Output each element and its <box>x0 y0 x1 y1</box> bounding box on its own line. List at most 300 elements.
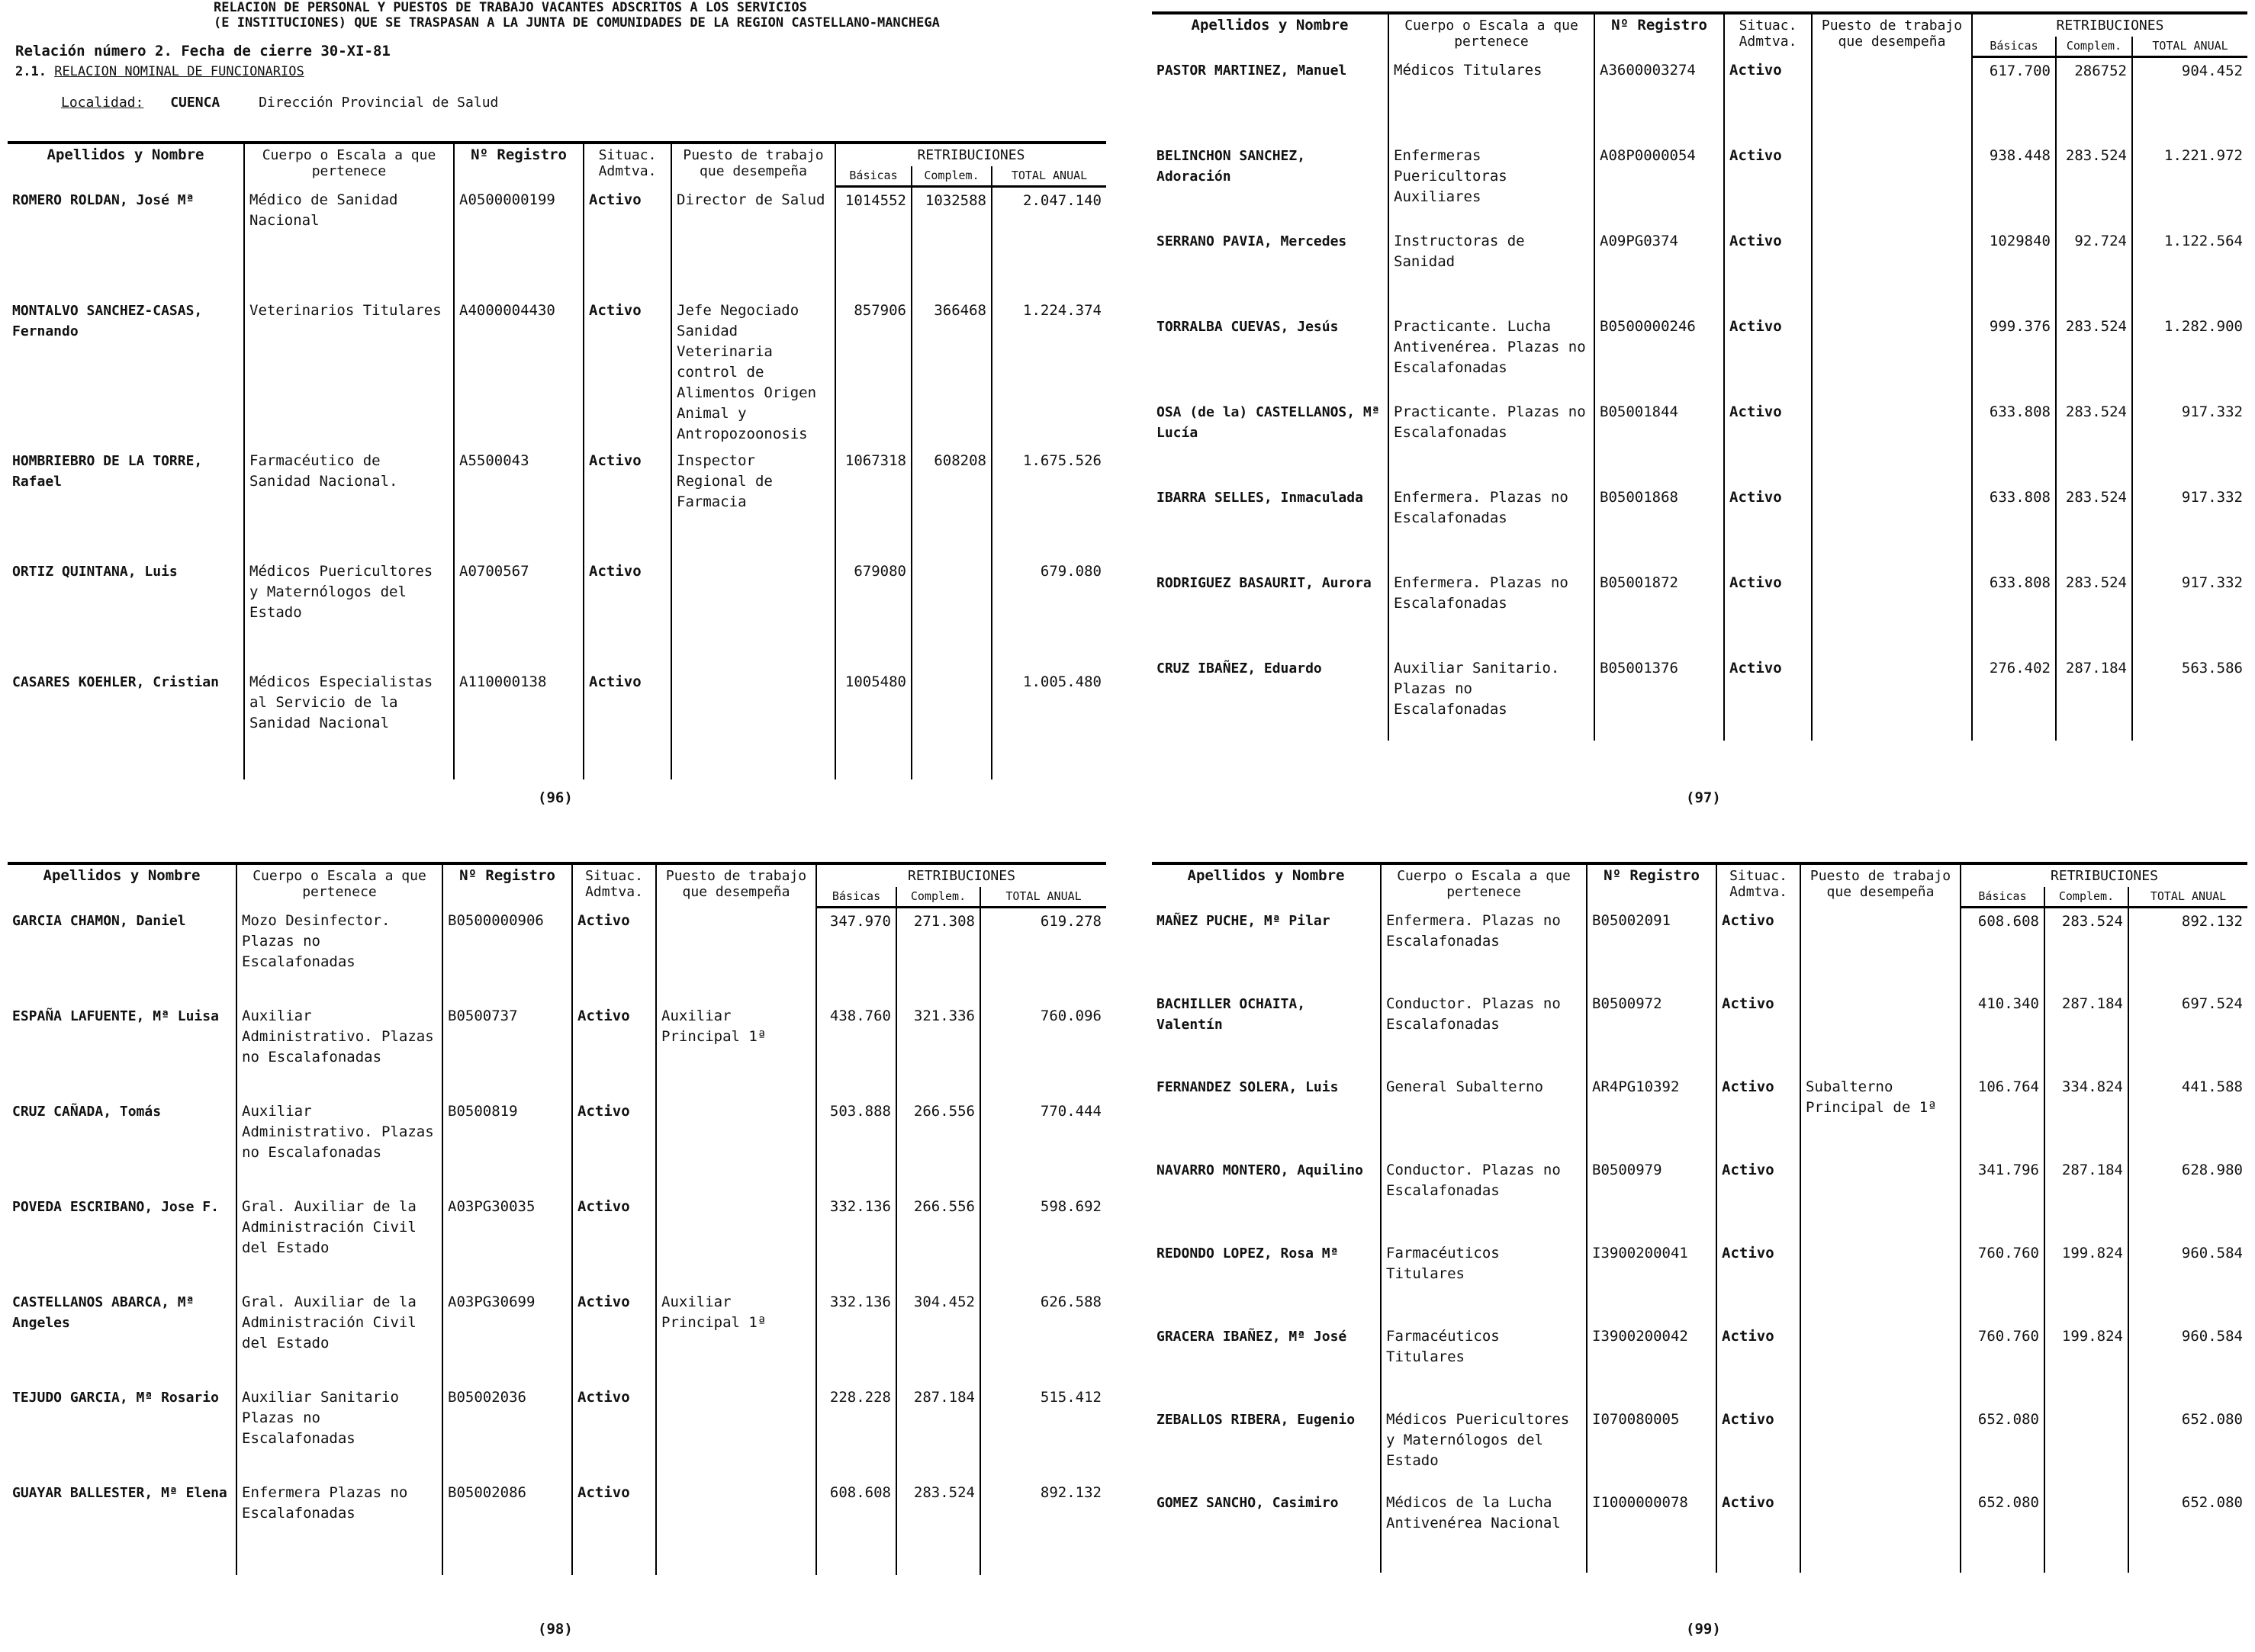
section-heading <box>15 64 1106 79</box>
puesto-trabajo <box>1812 399 1972 484</box>
puesto-trabajo: Director de Salud <box>671 187 835 297</box>
situacion-admtva: Activo <box>572 908 656 1003</box>
situacion-admtva: Activo <box>1716 1490 1800 1573</box>
page-98 <box>8 850 1106 1651</box>
localidad-label: Localidad: <box>61 95 144 111</box>
table-row <box>1152 570 2247 655</box>
retribucion-basicas: 938.448 <box>1972 143 2056 228</box>
retribucion-complem: 283.524 <box>2056 570 2132 655</box>
retribucion-complem: 283.524 <box>2044 908 2128 991</box>
cuerpo-escala: Instructoras de Sanidad <box>1388 228 1594 313</box>
registro-number: B0500972 <box>1587 991 1716 1074</box>
retribucion-basicas: 1005480 <box>835 669 912 779</box>
retribucion-basicas: 332.136 <box>816 1194 896 1289</box>
puesto-trabajo <box>671 669 835 779</box>
retribucion-total: 619.278 <box>980 908 1106 1003</box>
retribucion-complem: 287.184 <box>2044 991 2128 1074</box>
retribucion-basicas: 410.340 <box>1961 991 2044 1074</box>
registro-number: B05001844 <box>1594 399 1724 484</box>
puesto-trabajo: Subalterno Principal de 1ª <box>1800 1074 1961 1157</box>
page-number: (97) <box>1686 789 1721 806</box>
puesto-trabajo <box>1812 57 1972 143</box>
registro-number: B05002091 <box>1587 908 1716 991</box>
retribucion-total: 679.080 <box>992 558 1106 669</box>
table-row <box>1152 908 2247 991</box>
retribucion-total: 892.132 <box>2128 908 2247 991</box>
col-header-complem: Complem. <box>2044 887 2128 908</box>
section-title: RELACION NOMINAL DE FUNCIONARIOS <box>54 64 304 79</box>
col-header-retribuciones: RETRIBUCIONES <box>1961 863 2247 887</box>
table-row <box>1152 991 2247 1074</box>
cuerpo-escala: Enfermera Plazas no Escalafonadas <box>236 1480 442 1575</box>
employee-name: NAVARRO MONTERO, Aquilino <box>1156 1162 1363 1178</box>
localidad-value: CUENCA <box>170 95 220 111</box>
retribucion-total: 917.332 <box>2132 570 2247 655</box>
cuerpo-escala: Farmacéuticos Titulares <box>1381 1323 1587 1406</box>
col-header-basicas: Básicas <box>1961 887 2044 908</box>
table-row <box>1152 1323 2247 1406</box>
retribucion-total: 892.132 <box>980 1480 1106 1575</box>
situacion-admtva: Activo <box>584 448 671 558</box>
col-header-basicas: Básicas <box>816 887 896 908</box>
registro-number: B05001376 <box>1594 655 1724 741</box>
staff-table <box>1152 11 2247 741</box>
cuerpo-escala: Practicante. Plazas no Escalafonadas <box>1388 399 1594 484</box>
situacion-admtva: Activo <box>572 1480 656 1575</box>
retribucion-basicas: 652.080 <box>1961 1490 2044 1573</box>
retribucion-total: 760.096 <box>980 1003 1106 1098</box>
cuerpo-escala: Auxiliar Administrativo. Plazas no Escalafonadas <box>236 1098 442 1194</box>
retribucion-basicas: 228.228 <box>816 1384 896 1480</box>
registro-number: B0500979 <box>1587 1157 1716 1240</box>
col-header-name: Apellidos y Nombre <box>1152 863 1381 908</box>
table-row <box>8 1194 1106 1289</box>
retribucion-basicas: 106.764 <box>1961 1074 2044 1157</box>
col-header-complem: Complem. <box>896 887 980 908</box>
puesto-trabajo <box>1800 1240 1961 1323</box>
retribucion-complem: 283.524 <box>2056 313 2132 399</box>
puesto-trabajo <box>656 1098 816 1194</box>
cuerpo-escala: Médicos Titulares <box>1388 57 1594 143</box>
employee-name: BELINCHON SANCHEZ, Adoración <box>1156 147 1306 185</box>
retribucion-complem: 287.184 <box>2056 655 2132 741</box>
table-row <box>1152 1490 2247 1573</box>
retribucion-total: 1.005.480 <box>992 669 1106 779</box>
registro-number: B05002036 <box>442 1384 572 1480</box>
employee-name: REDONDO LOPEZ, Rosa Mª <box>1156 1245 1339 1261</box>
retribucion-basicas: 857906 <box>835 297 912 448</box>
direccion-provincial: Dirección Provincial de Salud <box>259 95 499 111</box>
retribucion-basicas: 633.808 <box>1972 570 2056 655</box>
situacion-admtva: Activo <box>572 1194 656 1289</box>
retribucion-basicas: 633.808 <box>1972 484 2056 570</box>
puesto-trabajo <box>1800 908 1961 991</box>
employee-name: PASTOR MARTINEZ, Manuel <box>1156 62 1347 79</box>
table-row <box>1152 143 2247 228</box>
retribucion-total: 697.524 <box>2128 991 2247 1074</box>
col-header-registro: Nº Registro <box>442 863 572 908</box>
retribucion-basicas: 1014552 <box>835 187 912 297</box>
table-row <box>8 1098 1106 1194</box>
employee-name: TEJUDO GARCIA, Mª Rosario <box>12 1389 219 1406</box>
col-header-cuerpo: Cuerpo o Escala a que pertenece <box>244 143 454 187</box>
situacion-admtva: Activo <box>572 1384 656 1480</box>
employee-name: BACHILLER OCHAITA, Valentín <box>1156 995 1306 1033</box>
retribucion-total: 628.980 <box>2128 1157 2247 1240</box>
cuerpo-escala: Farmacéuticos Titulares <box>1381 1240 1587 1323</box>
employee-name: ROMERO ROLDAN, José Mª <box>12 191 195 208</box>
retribucion-complem: 271.308 <box>896 908 980 1003</box>
employee-name: GRACERA IBAÑEZ, Mª José <box>1156 1328 1347 1345</box>
col-header-name: Apellidos y Nombre <box>1152 13 1388 57</box>
retribucion-basicas: 1029840 <box>1972 228 2056 313</box>
col-header-cuerpo: Cuerpo o Escala a que pertenece <box>1381 863 1587 908</box>
situacion-admtva: Activo <box>572 1098 656 1194</box>
situacion-admtva: Activo <box>1716 1323 1800 1406</box>
retribucion-total: 904.452 <box>2132 57 2247 143</box>
cuerpo-escala: Médicos Puericultores y Maternólogos del Estado <box>1381 1406 1587 1490</box>
col-header-cuerpo: Cuerpo o Escala a que pertenece <box>1388 13 1594 57</box>
retribucion-total: 652.080 <box>2128 1406 2247 1490</box>
cuerpo-escala: Conductor. Plazas no Escalafonadas <box>1381 991 1587 1074</box>
col-header-complem: Complem. <box>912 166 992 187</box>
retribucion-total: 2.047.140 <box>992 187 1106 297</box>
registro-number: A09PG0374 <box>1594 228 1724 313</box>
retribucion-complem: 283.524 <box>2056 399 2132 484</box>
retribucion-total: 1.122.564 <box>2132 228 2247 313</box>
retribucion-complem: 321.336 <box>896 1003 980 1098</box>
employee-name: GUAYAR BALLESTER, Mª Elena <box>12 1484 227 1501</box>
retribucion-total: 515.412 <box>980 1384 1106 1480</box>
employee-name: SERRANO PAVIA, Mercedes <box>1156 233 1347 249</box>
situacion-admtva: Activo <box>1724 570 1812 655</box>
situacion-admtva: Activo <box>1716 1074 1800 1157</box>
retribucion-total: 563.586 <box>2132 655 2247 741</box>
retribucion-basicas: 617.700 <box>1972 57 2056 143</box>
employee-name: OSA (de la) CASTELLANOS, Mª Lucía <box>1156 403 1380 441</box>
cuerpo-escala: Médicos de la Lucha Antivenérea Nacional <box>1381 1490 1587 1573</box>
table-row <box>1152 1157 2247 1240</box>
registro-number: A08P0000054 <box>1594 143 1724 228</box>
retribucion-complem: 287.184 <box>2044 1157 2128 1240</box>
puesto-trabajo <box>1812 484 1972 570</box>
table-row <box>1152 57 2247 143</box>
col-header-total: TOTAL ANUAL <box>992 166 1106 187</box>
retribucion-total: 917.332 <box>2132 399 2247 484</box>
registro-number: A0700567 <box>454 558 584 669</box>
retribucion-total: 1.224.374 <box>992 297 1106 448</box>
situacion-admtva: Activo <box>1716 1157 1800 1240</box>
retribucion-total: 1.221.972 <box>2132 143 2247 228</box>
table-row <box>8 448 1106 558</box>
situacion-admtva: Activo <box>1724 655 1812 741</box>
page-number: (99) <box>1686 1621 1721 1638</box>
retribucion-complem <box>912 669 992 779</box>
table-row <box>1152 1406 2247 1490</box>
puesto-trabajo <box>656 908 816 1003</box>
puesto-trabajo <box>1812 313 1972 399</box>
retribucion-complem: 266.556 <box>896 1098 980 1194</box>
section-number: 2.1. <box>15 64 47 79</box>
registro-number: B05002086 <box>442 1480 572 1575</box>
puesto-trabajo <box>1800 1490 1961 1573</box>
retribucion-basicas: 276.402 <box>1972 655 2056 741</box>
col-header-registro: Nº Registro <box>454 143 584 187</box>
employee-name: TORRALBA CUEVAS, Jesús <box>1156 318 1339 335</box>
retribucion-total: 598.692 <box>980 1194 1106 1289</box>
staff-table <box>8 141 1106 779</box>
retribucion-basicas: 1067318 <box>835 448 912 558</box>
retribucion-total: 770.444 <box>980 1098 1106 1194</box>
situacion-admtva: Activo <box>1724 57 1812 143</box>
retribucion-complem: 334.824 <box>2044 1074 2128 1157</box>
page-99 <box>1152 850 2255 1651</box>
retribucion-complem: 283.524 <box>2056 143 2132 228</box>
col-header-total: TOTAL ANUAL <box>2128 887 2247 908</box>
employee-name: CASARES KOEHLER, Cristian <box>12 673 219 690</box>
col-header-situacion: Situac. Admtva. <box>584 143 671 187</box>
cuerpo-escala: Médicos Puericultores y Maternólogos del Estado <box>244 558 454 669</box>
table-row <box>1152 1074 2247 1157</box>
employee-name: MAÑEZ PUCHE, Mª Pilar <box>1156 912 1330 929</box>
cuerpo-escala: Farmacéutico de Sanidad Nacional. <box>244 448 454 558</box>
employee-name: ZEBALLOS RIBERA, Eugenio <box>1156 1411 1356 1428</box>
retribucion-total: 441.588 <box>2128 1074 2247 1157</box>
retribucion-basicas: 679080 <box>835 558 912 669</box>
retribucion-basicas: 608.608 <box>816 1480 896 1575</box>
table-row <box>8 669 1106 779</box>
col-header-puesto: Puesto de trabajo que desempeña <box>671 143 835 187</box>
situacion-admtva: Activo <box>1724 143 1812 228</box>
retribucion-complem: 1032588 <box>912 187 992 297</box>
employee-name: CASTELLANOS ABARCA, Mª Angeles <box>12 1294 195 1331</box>
situacion-admtva: Activo <box>572 1289 656 1384</box>
retribucion-complem: 608208 <box>912 448 992 558</box>
situacion-admtva: Activo <box>1716 908 1800 991</box>
retribucion-basicas: 503.888 <box>816 1098 896 1194</box>
table-row <box>8 1289 1106 1384</box>
col-header-name: Apellidos y Nombre <box>8 863 236 908</box>
retribucion-total: 652.080 <box>2128 1490 2247 1573</box>
table-row <box>8 558 1106 669</box>
col-header-situacion: Situac. Admtva. <box>1716 863 1800 908</box>
retribucion-complem: 199.824 <box>2044 1323 2128 1406</box>
col-header-registro: Nº Registro <box>1594 13 1724 57</box>
cuerpo-escala: Enfermera. Plazas no Escalafonadas <box>1388 570 1594 655</box>
situacion-admtva: Activo <box>572 1003 656 1098</box>
retribucion-total: 960.584 <box>2128 1240 2247 1323</box>
puesto-trabajo <box>1800 1323 1961 1406</box>
page-96 <box>8 0 1106 816</box>
employee-name: RODRIGUEZ BASAURIT, Aurora <box>1156 574 1372 591</box>
col-header-basicas: Básicas <box>1972 37 2056 57</box>
document-header <box>8 0 1106 31</box>
registro-number: A110000138 <box>454 669 584 779</box>
page-97 <box>1152 0 2255 816</box>
employee-name: CRUZ IBAÑEZ, Eduardo <box>1156 660 1322 677</box>
employee-name: HOMBRIEBRO DE LA TORRE, Rafael <box>12 452 203 490</box>
registro-number: B0500000906 <box>442 908 572 1003</box>
situacion-admtva: Activo <box>584 669 671 779</box>
col-header-retribuciones: RETRIBUCIONES <box>835 143 1106 166</box>
retribucion-basicas: 332.136 <box>816 1289 896 1384</box>
col-header-retribuciones: RETRIBUCIONES <box>816 863 1106 887</box>
table-row <box>1152 655 2247 741</box>
col-header-puesto: Puesto de trabajo que desempeña <box>1812 13 1972 57</box>
col-header-cuerpo: Cuerpo o Escala a que pertenece <box>236 863 442 908</box>
relacion-title: Relación número 2. Fecha de cierre 30-XI-81 <box>15 43 391 59</box>
cuerpo-escala: Veterinarios Titulares <box>244 297 454 448</box>
header-line-2: (E INSTITUCIONES) QUE SE TRASPASAN A LA JUNTA DE COMUNIDADES DE LA REGION CASTELLANO-MANCHEGA <box>214 15 940 31</box>
registro-number: I1000000078 <box>1587 1490 1716 1573</box>
employee-name: GARCIA CHAMON, Daniel <box>12 912 186 929</box>
employee-name: GOMEZ SANCHO, Casimiro <box>1156 1494 1339 1511</box>
registro-number: AR4PG10392 <box>1587 1074 1716 1157</box>
col-header-puesto: Puesto de trabajo que desempeña <box>1800 863 1961 908</box>
situacion-admtva: Activo <box>1724 313 1812 399</box>
retribucion-total: 960.584 <box>2128 1323 2247 1406</box>
puesto-trabajo: Inspector Regional de Farmacia <box>671 448 835 558</box>
registro-number: B05001868 <box>1594 484 1724 570</box>
registro-number: B0500819 <box>442 1098 572 1194</box>
table-row <box>8 297 1106 448</box>
retribucion-basicas: 633.808 <box>1972 399 2056 484</box>
cuerpo-escala: Enfermeras Puericultoras Auxiliares <box>1388 143 1594 228</box>
situacion-admtva: Activo <box>584 187 671 297</box>
header-line-1: RELACION DE PERSONAL Y PUESTOS DE TRABAJO VACANTES ADSCRITOS A LOS SERVICIOS <box>214 0 807 15</box>
table-row <box>8 1480 1106 1575</box>
retribucion-basicas: 347.970 <box>816 908 896 1003</box>
table-row <box>1152 484 2247 570</box>
cuerpo-escala: Auxiliar Sanitario Plazas no Escalafonadas <box>236 1384 442 1480</box>
staff-table <box>8 862 1106 1575</box>
puesto-trabajo <box>1800 1157 1961 1240</box>
cuerpo-escala: Practicante. Lucha Antivenérea. Plazas no Escalafonadas <box>1388 313 1594 399</box>
cuerpo-escala: Médicos Especialistas al Servicio de la Sanidad Nacional <box>244 669 454 779</box>
col-header-retribuciones: RETRIBUCIONES <box>1972 13 2247 37</box>
retribucion-basicas: 608.608 <box>1961 908 2044 991</box>
retribucion-basicas: 999.376 <box>1972 313 2056 399</box>
retribucion-basicas: 652.080 <box>1961 1406 2044 1490</box>
puesto-trabajo: Auxiliar Principal 1ª <box>656 1003 816 1098</box>
col-header-total: TOTAL ANUAL <box>980 887 1106 908</box>
situacion-admtva: Activo <box>1724 399 1812 484</box>
table-row <box>1152 1240 2247 1323</box>
retribucion-complem: 287.184 <box>896 1384 980 1480</box>
page-number: (98) <box>538 1621 573 1638</box>
situacion-admtva: Activo <box>1724 228 1812 313</box>
situacion-admtva: Activo <box>584 297 671 448</box>
cuerpo-escala: Gral. Auxiliar de la Administración Civil del Estado <box>236 1289 442 1384</box>
retribucion-basicas: 438.760 <box>816 1003 896 1098</box>
registro-number: I3900200042 <box>1587 1323 1716 1406</box>
employee-name: FERNANDEZ SOLERA, Luis <box>1156 1078 1339 1095</box>
situacion-admtva: Activo <box>1716 991 1800 1074</box>
retribucion-complem: 283.524 <box>2056 484 2132 570</box>
puesto-trabajo <box>1800 991 1961 1074</box>
retribucion-complem <box>912 558 992 669</box>
staff-table <box>1152 862 2247 1573</box>
table-row <box>8 1003 1106 1098</box>
situacion-admtva: Activo <box>1716 1406 1800 1490</box>
localidad-line <box>61 95 1106 111</box>
registro-number: A3600003274 <box>1594 57 1724 143</box>
cuerpo-escala: Gral. Auxiliar de la Administración Civil del Estado <box>236 1194 442 1289</box>
employee-name: POVEDA ESCRIBANO, Jose F. <box>12 1198 219 1215</box>
retribucion-basicas: 760.760 <box>1961 1240 2044 1323</box>
table-row <box>1152 228 2247 313</box>
registro-number: A4000004430 <box>454 297 584 448</box>
registro-number: I070080005 <box>1587 1406 1716 1490</box>
situacion-admtva: Activo <box>584 558 671 669</box>
retribucion-total: 917.332 <box>2132 484 2247 570</box>
employee-name: IBARRA SELLES, Inmaculada <box>1156 489 1363 506</box>
situacion-admtva: Activo <box>1716 1240 1800 1323</box>
retribucion-complem: 286752 <box>2056 57 2132 143</box>
retribucion-complem: 366468 <box>912 297 992 448</box>
table-row <box>1152 313 2247 399</box>
registro-number: B0500000246 <box>1594 313 1724 399</box>
puesto-trabajo <box>1812 143 1972 228</box>
cuerpo-escala: Enfermera. Plazas no Escalafonadas <box>1381 908 1587 991</box>
retribucion-total: 1.282.900 <box>2132 313 2247 399</box>
col-header-complem: Complem. <box>2056 37 2132 57</box>
puesto-trabajo <box>1812 570 1972 655</box>
puesto-trabajo: Jefe Negociado Sanidad Veterinaria control de Alimentos Origen Animal y Antropozoonosis <box>671 297 835 448</box>
puesto-trabajo: Auxiliar Principal 1ª <box>656 1289 816 1384</box>
col-header-puesto: Puesto de trabajo que desempeña <box>656 863 816 908</box>
retribucion-complem <box>2044 1490 2128 1573</box>
retribucion-complem: 199.824 <box>2044 1240 2128 1323</box>
employee-name: CRUZ CAÑADA, Tomás <box>12 1103 162 1120</box>
retribucion-complem: 92.724 <box>2056 228 2132 313</box>
page-number: (96) <box>538 789 573 806</box>
table-row <box>8 187 1106 297</box>
retribucion-basicas: 760.760 <box>1961 1323 2044 1406</box>
puesto-trabajo <box>1812 655 1972 741</box>
table-row <box>1152 399 2247 484</box>
retribucion-basicas: 341.796 <box>1961 1157 2044 1240</box>
registro-number: B05001872 <box>1594 570 1724 655</box>
puesto-trabajo <box>1812 228 1972 313</box>
registro-number: A03PG30035 <box>442 1194 572 1289</box>
registro-number: I3900200041 <box>1587 1240 1716 1323</box>
cuerpo-escala: Auxiliar Sanitario. Plazas no Escalafonadas <box>1388 655 1594 741</box>
retribucion-complem: 266.556 <box>896 1194 980 1289</box>
registro-number: A0500000199 <box>454 187 584 297</box>
situacion-admtva: Activo <box>1724 484 1812 570</box>
col-header-name: Apellidos y Nombre <box>8 143 244 187</box>
cuerpo-escala: General Subalterno <box>1381 1074 1587 1157</box>
cuerpo-escala: Enfermera. Plazas no Escalafonadas <box>1388 484 1594 570</box>
retribucion-complem: 283.524 <box>896 1480 980 1575</box>
col-header-situacion: Situac. Admtva. <box>572 863 656 908</box>
retribucion-total: 626.588 <box>980 1289 1106 1384</box>
col-header-registro: Nº Registro <box>1587 863 1716 908</box>
puesto-trabajo <box>656 1384 816 1480</box>
puesto-trabajo <box>1800 1406 1961 1490</box>
retribucion-total: 1.675.526 <box>992 448 1106 558</box>
cuerpo-escala: Auxiliar Administrativo. Plazas no Escalafonadas <box>236 1003 442 1098</box>
puesto-trabajo <box>656 1480 816 1575</box>
table-row <box>8 908 1106 1003</box>
retribucion-complem <box>2044 1406 2128 1490</box>
registro-number: A5500043 <box>454 448 584 558</box>
puesto-trabajo <box>656 1194 816 1289</box>
col-header-basicas: Básicas <box>835 166 912 187</box>
employee-name: MONTALVO SANCHEZ-CASAS, Fernando <box>12 302 203 339</box>
cuerpo-escala: Conductor. Plazas no Escalafonadas <box>1381 1157 1587 1240</box>
